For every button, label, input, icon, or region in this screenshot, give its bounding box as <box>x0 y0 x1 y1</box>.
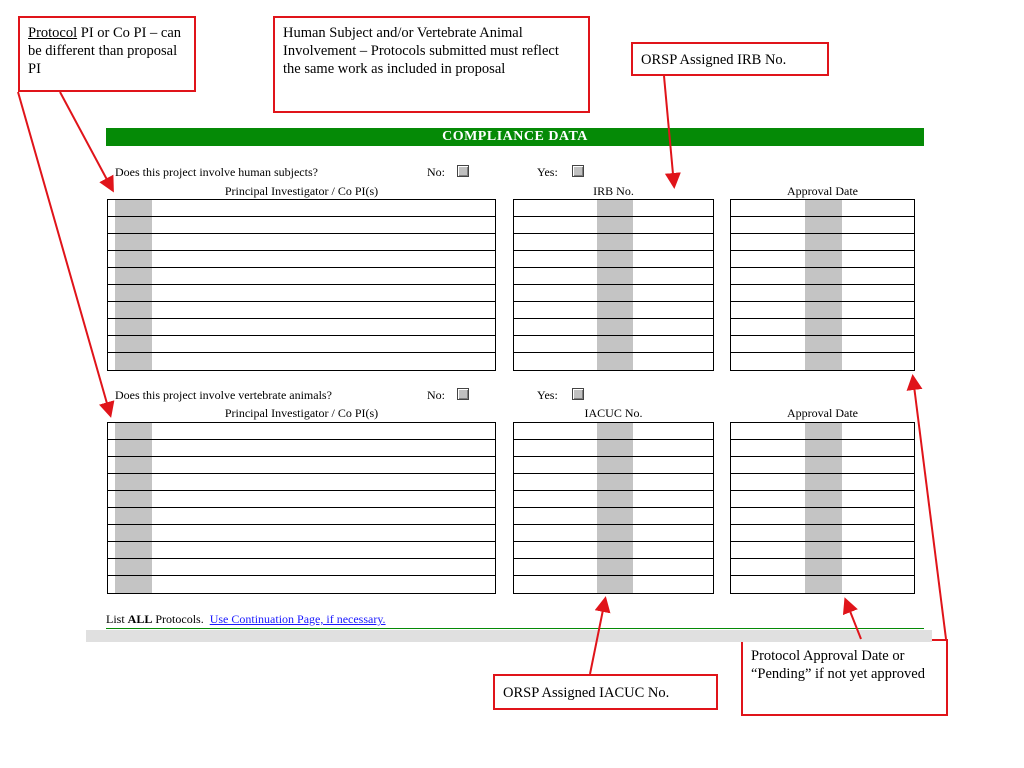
animal-pi-header: Principal Investigator / Co PI(s) <box>224 406 379 420</box>
callout-human-vertebrate-text: Human Subject and/or Vertebrate Animal Involvement – Protocols submitted must reflect the same work as included in proposal <box>283 25 559 77</box>
human-yes-label: Yes: <box>537 165 558 179</box>
arrow-approval-human <box>913 378 946 639</box>
callout-approval-date-text: Protocol Approval Date or “Pending” if not yet approved <box>751 648 925 682</box>
animal-no-label: No: <box>427 388 445 402</box>
animal-approval-date-header: Approval Date <box>787 406 858 420</box>
footer-all: ALL <box>127 612 153 626</box>
human-subjects-question: Does this project involve human subjects? <box>115 165 318 179</box>
human-approval-date-header: Approval Date <box>787 184 858 198</box>
animal-yes-label: Yes: <box>537 388 558 402</box>
irb-number-header: IRB No. <box>593 184 634 198</box>
arrow-approval-animal <box>846 601 861 639</box>
arrow-pi-to-animal <box>18 92 110 414</box>
compliance-data-banner: COMPLIANCE DATA <box>106 128 924 146</box>
arrow-pi-to-human <box>60 92 112 189</box>
arrow-iacuc <box>590 600 605 674</box>
footer-prefix: List <box>106 612 128 626</box>
callout-protocol-text: PI or Co PI – can be different than proposal PI <box>28 25 182 77</box>
human-no-label: No: <box>427 165 445 179</box>
callout-protocol-word: Protocol <box>28 25 78 41</box>
human-pi-header: Principal Investigator / Co PI(s) <box>224 184 379 198</box>
footer-mid: Protocols. <box>152 612 210 626</box>
callout-orsp-irb-text: ORSP Assigned IRB No. <box>641 52 787 68</box>
callout-orsp-iacuc-text: ORSP Assigned IACUC No. <box>503 685 670 701</box>
iacuc-number-header: IACUC No. <box>584 406 643 420</box>
vertebrate-animals-question: Does this project involve vertebrate animals? <box>115 388 332 402</box>
continuation-page-link[interactable]: Use Continuation Page, if necessary. <box>209 612 386 626</box>
arrow-irb <box>664 76 674 185</box>
